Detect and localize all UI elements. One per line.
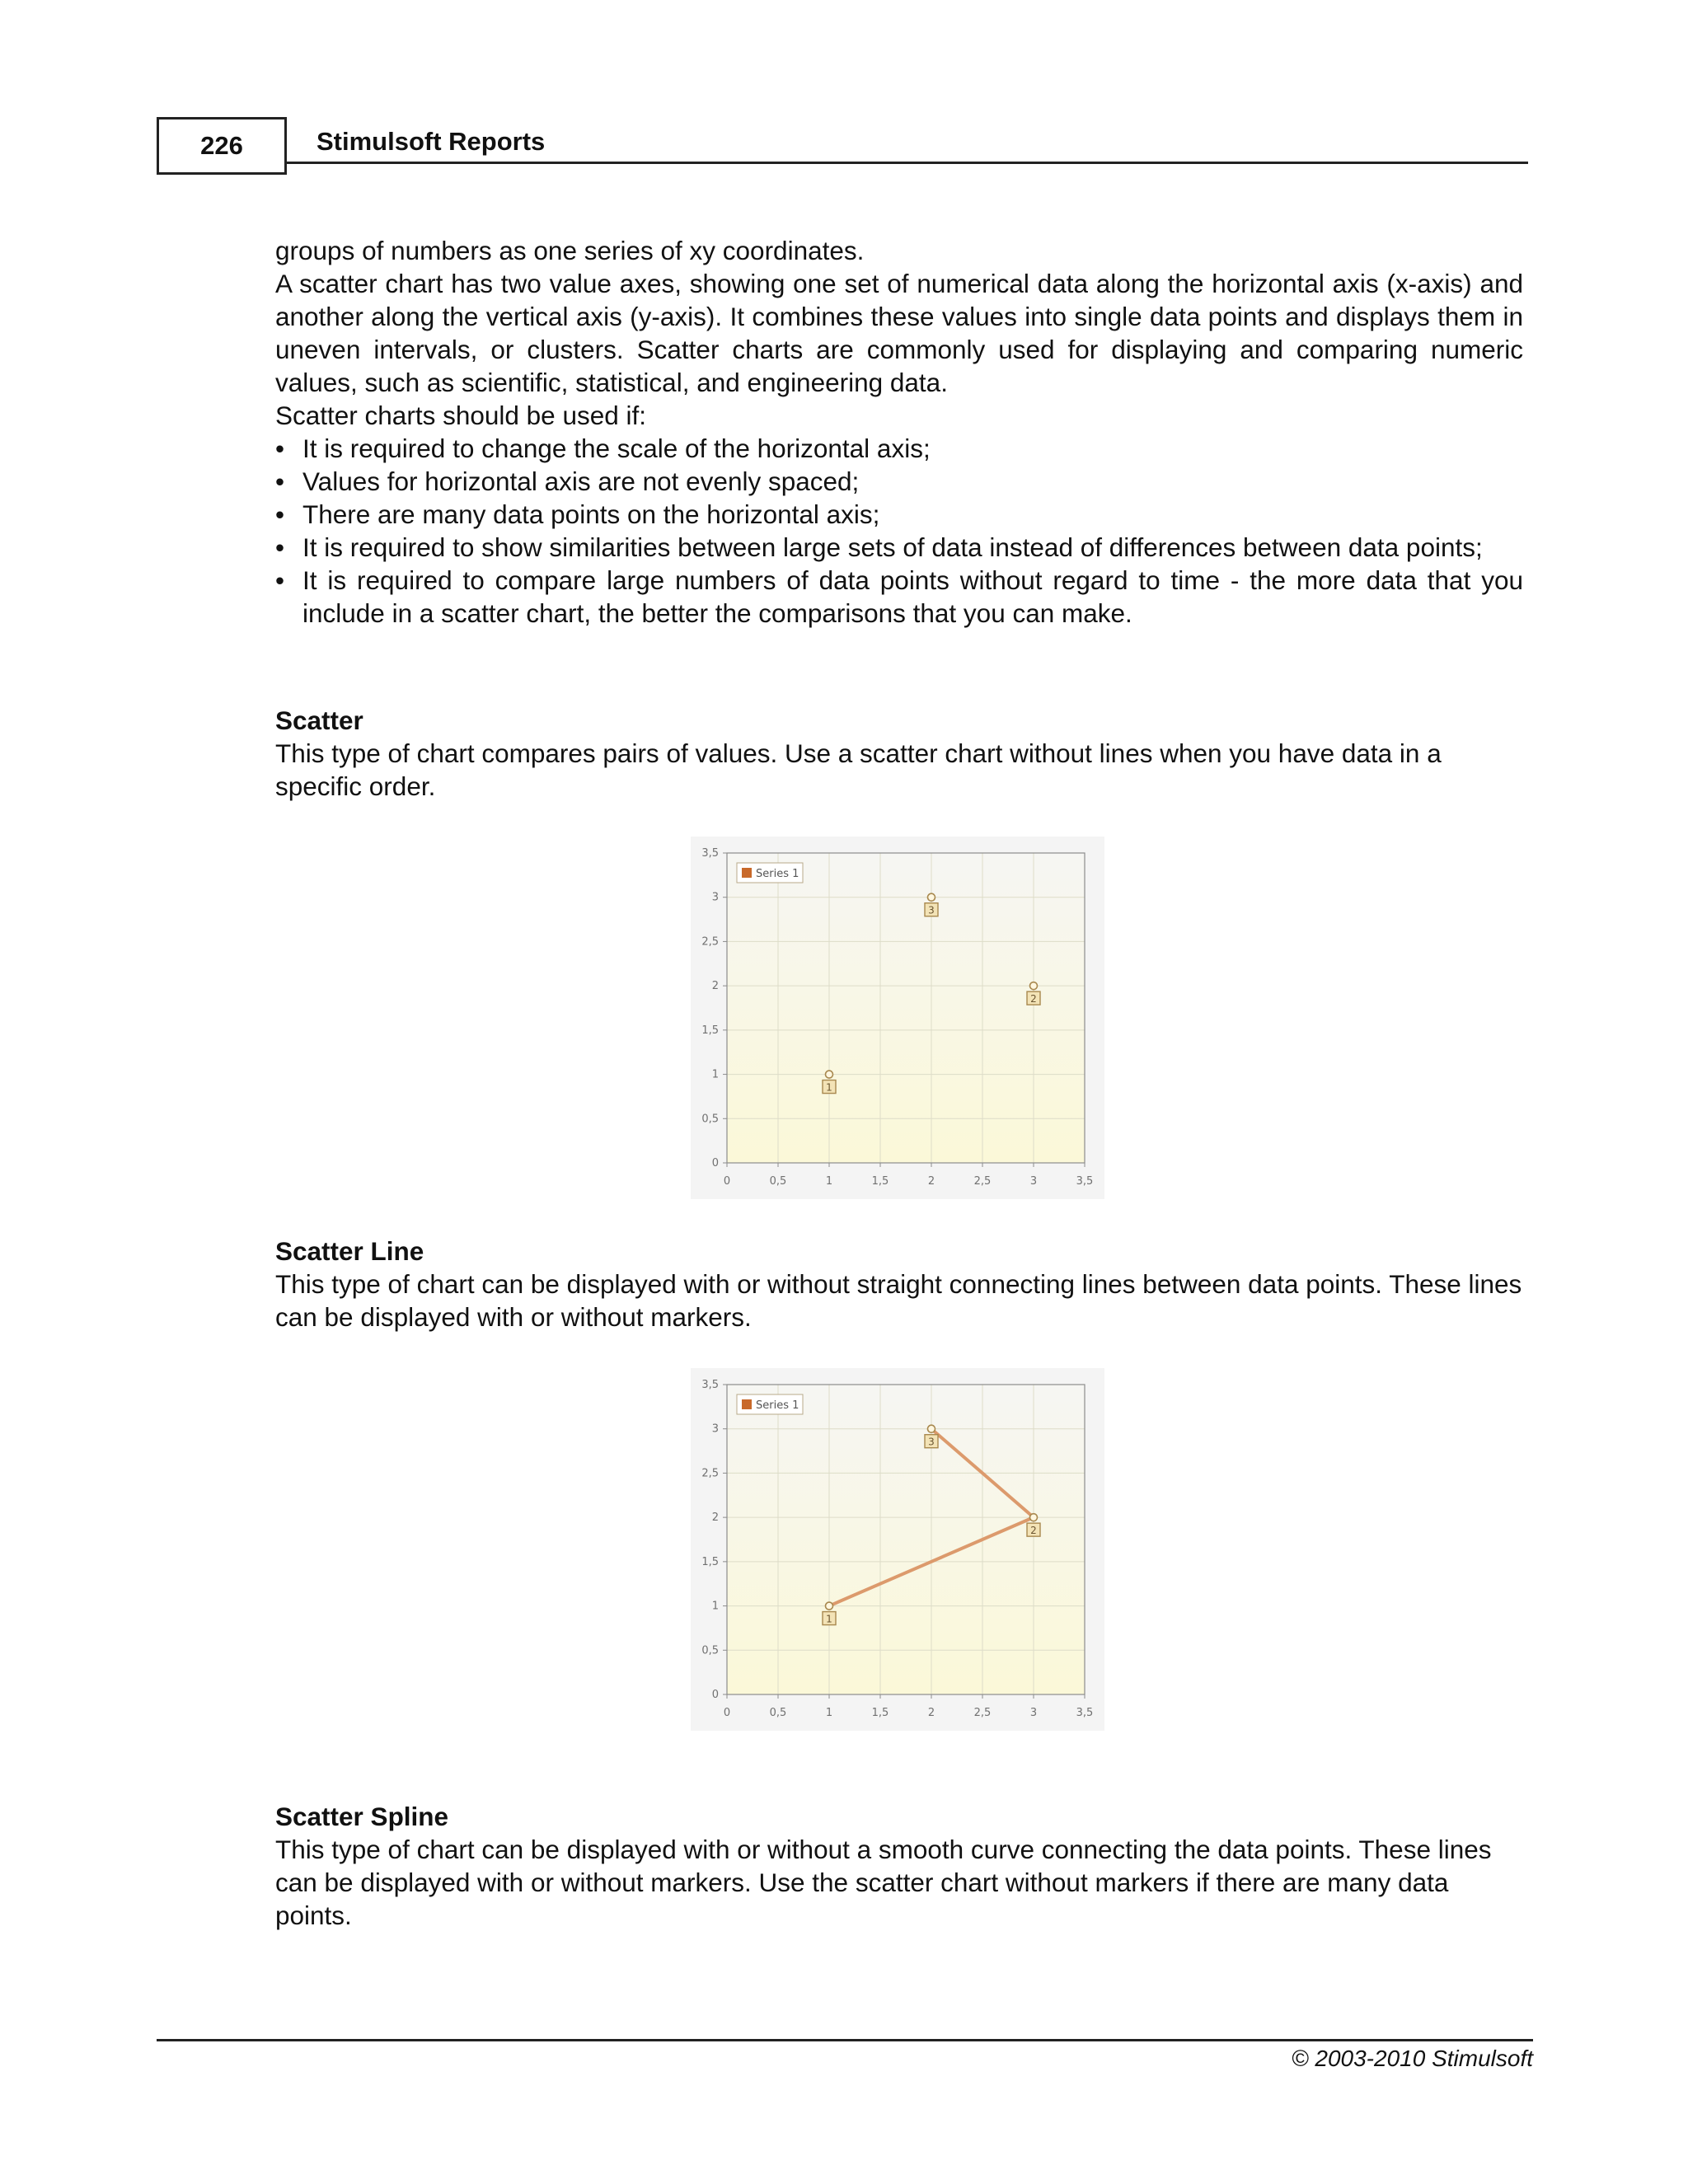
y-tick-label: 3,5 — [701, 847, 719, 860]
data-point — [928, 1425, 935, 1432]
data-label: 2 — [1030, 993, 1037, 1005]
scatter-spline-title: Scatter Spline — [275, 1802, 449, 1831]
x-tick-label: 3 — [1029, 1175, 1038, 1188]
list-item: • There are many data points on the horizontal axis; — [275, 498, 1523, 531]
legend — [737, 863, 803, 883]
scatter-line-title: Scatter Line — [275, 1236, 424, 1266]
x-tick-label: 2,5 — [973, 1175, 992, 1188]
scatter-chart — [691, 837, 1104, 1199]
scatter-chart-svg — [691, 837, 1104, 1199]
x-tick-label: 1 — [825, 1707, 833, 1719]
x-tick-label: 2 — [927, 1175, 935, 1188]
list-item: • Values for horizontal axis are not evenly spaced; — [275, 465, 1523, 498]
scatter-line-chart — [691, 1368, 1104, 1731]
scatter-description: This type of chart compares pairs of values. Use a scatter chart without lines when you have data in a specific order. — [275, 738, 1442, 801]
plot-area — [727, 1385, 1085, 1694]
footer-copyright: © 2003-2010 Stimulsoft — [1291, 2046, 1533, 2071]
data-point — [826, 1071, 833, 1078]
x-tick-label: 0,5 — [769, 1175, 787, 1188]
plot-area — [727, 853, 1085, 1163]
legend — [737, 1394, 803, 1414]
x-tick-label: 0 — [723, 1175, 731, 1188]
data-label: 1 — [826, 1081, 832, 1094]
usage-list — [275, 432, 1523, 630]
intro-paragraph: A scatter chart has two value axes, showing one set of numerical data along the horizontal axis (x-axis) and another along the vertical axis (y-axis). It combines these values into single data points and displays them in uneven intervals, or clusters. Scatter charts are commonly used for displaying and comparing numeric values, such as scientific, statistical, and engineering data. — [275, 269, 1523, 397]
y-tick-label: 1,5 — [701, 1024, 719, 1037]
x-tick-label: 0 — [723, 1707, 731, 1719]
data-label: 1 — [826, 1613, 832, 1625]
scatter-title: Scatter — [275, 705, 363, 735]
y-tick-label: 1,5 — [701, 1555, 719, 1568]
scatter-section — [275, 704, 1523, 803]
scatter-spline-section — [275, 1800, 1523, 1932]
scatter-line-chart-svg — [691, 1368, 1104, 1731]
page-number: 226 — [157, 117, 287, 175]
y-tick-label: 0 — [711, 1689, 719, 1701]
x-tick-label: 2,5 — [973, 1707, 992, 1719]
y-tick-label: 1 — [711, 1600, 719, 1613]
y-tick-label: 3 — [711, 1422, 719, 1436]
header-title: Stimulsoft Reports — [316, 127, 546, 156]
y-tick-label: 3,5 — [701, 1379, 719, 1391]
list-intro: Scatter charts should be used if: — [275, 401, 646, 430]
data-point — [1030, 982, 1038, 990]
footer-rule — [157, 2039, 1533, 2041]
x-tick-label: 1,5 — [871, 1175, 889, 1188]
x-tick-label: 3,5 — [1076, 1707, 1094, 1719]
x-tick-label: 1 — [825, 1175, 833, 1188]
legend-label: Series 1 — [756, 1399, 799, 1412]
x-tick-label: 3,5 — [1076, 1175, 1094, 1188]
legend-swatch — [742, 1399, 752, 1409]
y-tick-label: 3 — [711, 891, 719, 904]
scatter-line-description: This type of chart can be displayed with or without straight connecting lines between data points. These lines can be displayed with or without markers. — [275, 1269, 1522, 1332]
scatter-line-section — [275, 1235, 1523, 1333]
y-tick-label: 1 — [711, 1068, 719, 1081]
data-label: 3 — [928, 904, 935, 916]
intro-block — [275, 234, 1523, 630]
y-tick-label: 2,5 — [701, 935, 719, 949]
data-point — [1030, 1514, 1038, 1521]
legend-swatch — [742, 868, 752, 878]
header-rule — [287, 162, 1528, 164]
y-tick-label: 2,5 — [701, 1467, 719, 1480]
y-tick-label: 0 — [711, 1157, 719, 1169]
intro-continuation: groups of numbers as one series of xy coordinates. — [275, 236, 865, 265]
legend-label: Series 1 — [756, 868, 799, 880]
y-tick-label: 2 — [711, 1511, 719, 1525]
data-point — [826, 1602, 833, 1610]
x-tick-label: 2 — [927, 1707, 935, 1719]
y-tick-label: 0,5 — [701, 1644, 719, 1657]
x-tick-label: 0,5 — [769, 1707, 787, 1719]
list-item: • It is required to compare large numbers of data points without regard to time - the more data that you include in a scatter chart, the better the comparisons that you can make. — [275, 564, 1523, 630]
list-item: • It is required to show similarities between large sets of data instead of differences between data points; — [275, 531, 1523, 564]
x-tick-label: 1,5 — [871, 1707, 889, 1719]
data-point — [928, 893, 935, 901]
y-tick-label: 0,5 — [701, 1113, 719, 1126]
x-tick-label: 3 — [1029, 1707, 1038, 1719]
y-tick-label: 2 — [711, 980, 719, 993]
data-label: 2 — [1030, 1525, 1037, 1537]
scatter-spline-description: This type of chart can be displayed with or without a smooth curve connecting the data points. These lines can be displayed with or without markers. Use the scatter chart without markers if there are many data points. — [275, 1835, 1492, 1930]
data-label: 3 — [928, 1436, 935, 1448]
list-item: • It is required to change the scale of the horizontal axis; — [275, 432, 1523, 465]
